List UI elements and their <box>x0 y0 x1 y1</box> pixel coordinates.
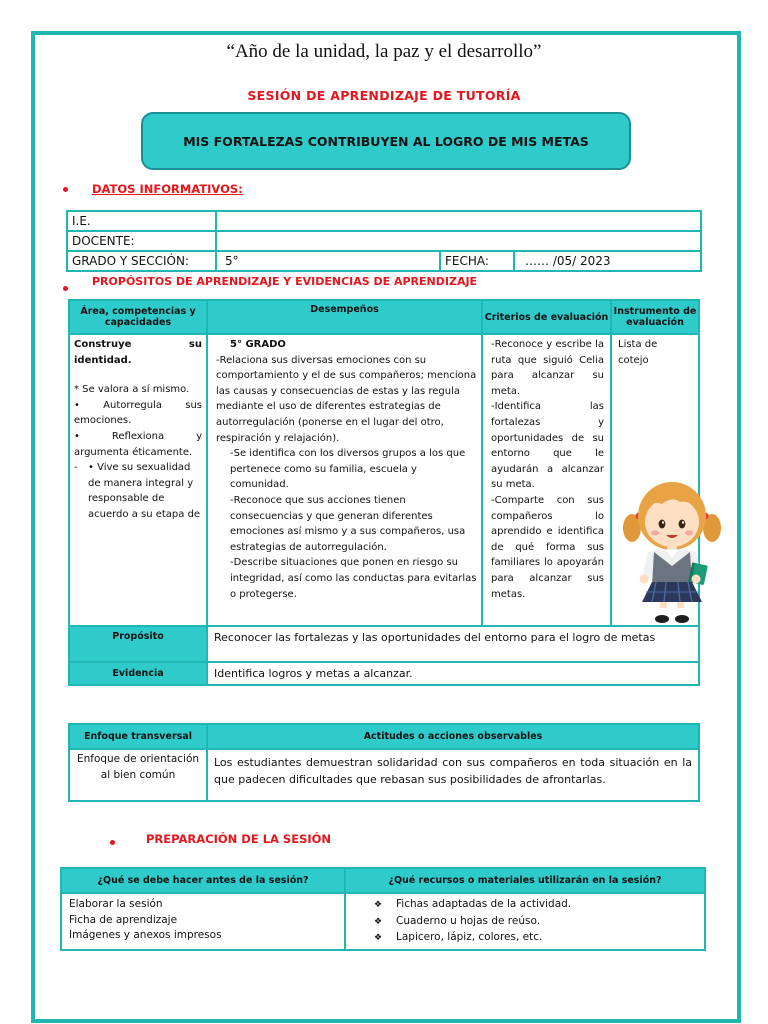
desempeno-item: -Reconoce que sus acciones tienen consecuencias y que generan diferentes emociones así mismo y a sus compañeros, usa estrategias de autorregulación. <box>230 494 466 553</box>
section-bullet <box>63 286 68 291</box>
recurso-item: ❖ Cuaderno u hojas de reúso. <box>374 914 700 931</box>
header-enfoque: Enfoque transversal <box>69 724 207 749</box>
session-banner <box>141 112 631 170</box>
header-area: Área, competencias y capacidades <box>69 300 207 334</box>
area-item: • Autorregula sus emociones. <box>74 399 202 427</box>
area-item: • Reflexiona y argumenta éticamente. <box>74 430 202 458</box>
header-actitudes: Actitudes o acciones observables <box>207 724 699 749</box>
evidencia-label: Evidencia <box>69 662 207 685</box>
criterios-cell <box>482 334 611 626</box>
area-last-text: • Vive su sexualidad de manera integral y responsable de acuerdo a su etapa de <box>88 462 201 520</box>
grado-value: 5° <box>216 251 440 271</box>
enfoque-text: Los estudiantes demuestran solidaridad con sus compañeros en toda situación en la que padecen dificultades que rebasan sus posibilidades de afrontarlas. <box>207 749 699 801</box>
desempenos-cell <box>207 334 482 626</box>
session-title: SESIÓN DE APRENDIZAJE DE TUTORÍA <box>247 88 521 103</box>
instrumento-text: Lista de cotejo <box>618 339 658 366</box>
banner-title: MIS FORTALEZAS CONTRIBUYEN AL LOGRO DE MIS METAS <box>183 133 589 149</box>
section-datos-heading: DATOS INFORMATIVOS: <box>92 182 243 196</box>
recurso-item: ❖ Lapicero, lápiz, colores, etc. <box>374 930 700 947</box>
student-girl-illustration <box>622 478 722 626</box>
ie-value <box>216 211 701 231</box>
header-criterios: Criterios de evaluación <box>482 300 611 334</box>
area-title: Construye su identidad. <box>74 339 202 366</box>
desempeno-item: -Relaciona sus diversas emociones con su comportamiento y el de sus compañeros; menciona las causas y consecuencias de estas y las regula mediante el uso de diferentes estrategias de autorregulación (ponerse en el lugar del otro, respiración y relajación). <box>216 354 477 444</box>
desempeno-item: -Se identifica con los diversos grupos a los que pertenece como su familia, escuela y comunidad. <box>230 448 466 491</box>
ie-label: I.E. <box>67 211 216 231</box>
criterio-item: -Comparte con sus compañeros lo aprendido e identifica de qué forma sus familiares lo apoyarán para alcanzar sus metas. <box>491 494 604 600</box>
desempeno-item: -Describe situaciones que ponen en riesgo su integridad, así como las conductas para evitarlas o protegerse. <box>230 557 477 600</box>
section-preparacion-heading: PREPARACIÓN DE LA SESIÓN <box>146 832 332 846</box>
year-motto: “Año de la unidad, la paz y el desarrollo” <box>226 41 542 62</box>
competencias-table <box>68 299 700 686</box>
enfoque-name: Enfoque de orientación al bien común <box>69 749 207 801</box>
diamond-bullet-icon: ❖ <box>374 933 383 944</box>
proposito-label: Propósito <box>69 626 207 662</box>
diamond-bullet-icon: ❖ <box>374 900 383 910</box>
section-bullet <box>63 187 68 192</box>
docente-value <box>216 231 701 251</box>
criterio-item: -Reconoce y escribe la ruta que siguió Celia para alcanzar su meta. <box>491 339 604 397</box>
header-antes: ¿Qué se debe hacer antes de la sesión? <box>61 868 345 893</box>
antes-item: Ficha de aprendizaje <box>69 913 178 926</box>
header-instrumento: Instrumento de evaluación <box>611 300 699 334</box>
section-bullet <box>110 840 115 845</box>
antes-item: Imágenes y anexos impresos <box>69 929 222 942</box>
header-recursos: ¿Qué recursos o materiales utilizarán en la sesión? <box>345 868 705 893</box>
area-cell <box>69 334 207 626</box>
recursos-cell <box>345 893 705 950</box>
fecha-value: …… /05/ 2023 <box>514 251 701 271</box>
recurso-item: ❖ Fichas adaptadas de la actividad. <box>374 897 700 914</box>
header-desempenos: Desempeños <box>207 300 482 334</box>
preparacion-table <box>60 867 706 951</box>
area-item: * Se valora a sí mismo. <box>74 384 190 396</box>
fecha-label: FECHA: <box>440 251 514 271</box>
info-table <box>66 210 702 272</box>
evidencia-text: Identifica logros y metas a alcanzar. <box>207 662 699 685</box>
grado-label: GRADO Y SECCIÓN: <box>67 251 216 271</box>
grade-heading: 5° GRADO <box>230 339 286 350</box>
diamond-bullet-icon: ❖ <box>374 916 383 927</box>
antes-item: Elaborar la sesión <box>69 898 163 910</box>
enfoque-table <box>68 723 700 802</box>
antes-cell <box>61 893 345 950</box>
docente-label: DOCENTE: <box>67 231 216 251</box>
section-propositos-heading: PROPÓSITOS DE APRENDIZAJE Y EVIDENCIAS DE APRENDIZAJE <box>92 275 478 288</box>
area-item: - • Vive su sexualidad de manera integral y responsable de acuerdo a su etapa de <box>74 460 202 522</box>
criterio-item: -Identifica las fortalezas y oportunidades de su entorno que le ayudarán a alcanzar su meta. <box>491 401 604 491</box>
proposito-text: Reconocer las fortalezas y las oportunidades del entorno para el logro de metas <box>207 626 699 662</box>
